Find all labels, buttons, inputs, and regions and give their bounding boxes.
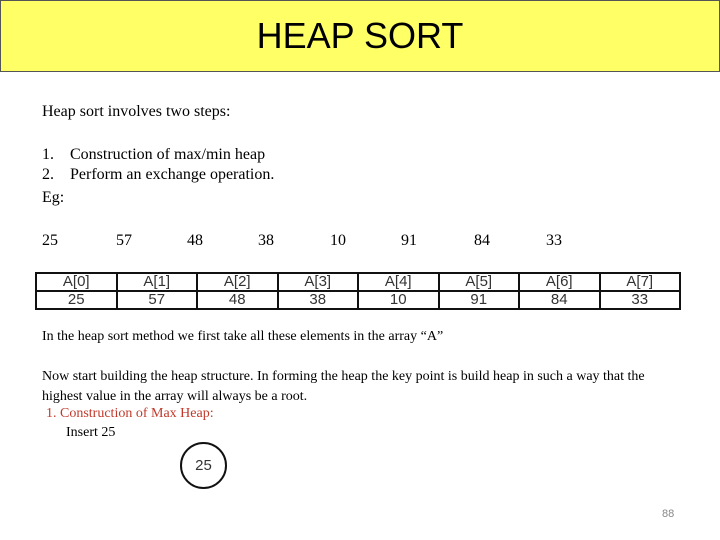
array-table	[35, 272, 681, 310]
paragraph-heap-building: Now start building the heap structure. In forming the heap the key point is build heap in such a way that the highest value in the array will always be a root.	[42, 369, 645, 404]
array-index-cell: A[5]	[439, 273, 520, 291]
array-index-cell: A[1]	[117, 273, 198, 291]
step-heading: 1. Construction of Max Heap:	[46, 406, 214, 421]
step-item	[42, 145, 274, 165]
step-item	[42, 165, 274, 185]
array-index-cell: A[7]	[600, 273, 681, 291]
paragraph-array-intro: In the heap sort method we first take all these elements in the array “A”	[42, 329, 444, 344]
array-index-cell: A[0]	[36, 273, 117, 291]
step-number: 2.	[42, 166, 54, 183]
step-text: Construction of max/min heap	[70, 146, 266, 163]
array-value-cell: 57	[117, 291, 198, 309]
array-value-row	[36, 291, 680, 309]
array-value-cell: 48	[197, 291, 278, 309]
value-item: 91	[401, 232, 417, 249]
array-value-cell: 33	[600, 291, 681, 309]
heap-root-node	[180, 442, 227, 489]
value-item: 25	[42, 232, 58, 249]
value-item: 10	[330, 232, 346, 249]
array-value-cell: 84	[519, 291, 600, 309]
title-bar	[0, 0, 720, 72]
example-label: Eg:	[42, 189, 65, 206]
values-row	[0, 232, 720, 252]
heap-node-value: 25	[195, 457, 212, 474]
value-item: 38	[258, 232, 274, 249]
array-index-cell: A[3]	[278, 273, 359, 291]
value-item: 57	[116, 232, 132, 249]
step-text: Perform an exchange operation.	[70, 166, 275, 183]
value-item: 48	[187, 232, 203, 249]
page-number: 88	[662, 508, 675, 520]
steps-list	[42, 145, 274, 185]
step-number: 1.	[42, 146, 54, 163]
value-item: 33	[546, 232, 562, 249]
array-index-cell: A[2]	[197, 273, 278, 291]
array-index-row	[36, 273, 680, 291]
array-value-cell: 10	[358, 291, 439, 309]
page-title: HEAP SORT	[256, 15, 464, 56]
array-value-cell: 38	[278, 291, 359, 309]
intro-text: Heap sort involves two steps:	[42, 103, 231, 120]
array-value-cell: 25	[36, 291, 117, 309]
value-item: 84	[474, 232, 490, 249]
array-index-cell: A[4]	[358, 273, 439, 291]
array-value-cell: 91	[439, 291, 520, 309]
insert-label: Insert 25	[66, 425, 116, 440]
array-index-cell: A[6]	[519, 273, 600, 291]
